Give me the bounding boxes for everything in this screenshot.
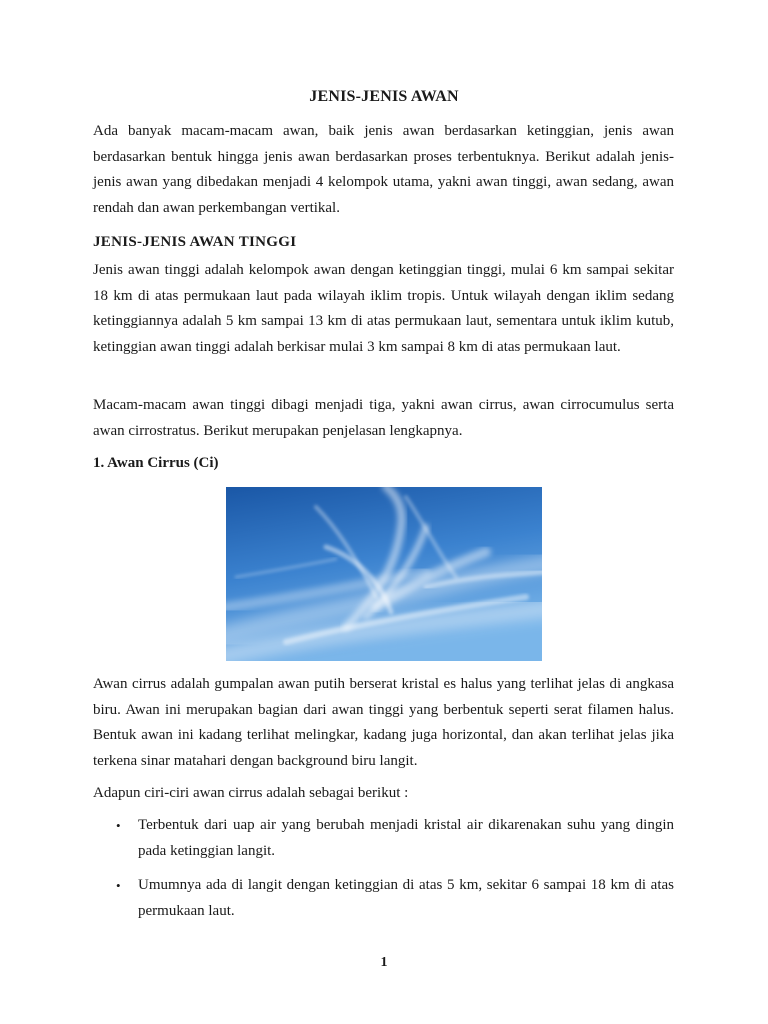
section-heading: JENIS-JENIS AWAN TINGGI	[93, 234, 297, 250]
cirrus-paragraph: Awan cirrus adalah gumpalan awan putih berserat kristal es halus yang terlihat jelas di angkasa biru. Awan ini merupakan bagian dari awan tinggi yang berbentuk seperti serat filamen halus. Bentuk awan ini kadang terlihat melingkar, kadang juga horizontal, dan akan terlihat jelas jika terkena sinar matahari dengan background biru langit.	[93, 676, 674, 769]
section-paragraph-2: Macam-macam awan tinggi dibagi menjadi tiga, yakni awan cirrus, awan cirrocumulus serta awan cirrostratus. Berikut merupakan penjelasan lengkapnya.	[93, 397, 674, 439]
list-item-text: Terbentuk dari uap air yang berubah menjadi kristal air dikarenakan suhu yang dingin pada ketinggian langit.	[138, 817, 674, 859]
list-item	[93, 873, 674, 924]
cirrus-subheading: 1. Awan Cirrus (Ci)	[93, 455, 219, 471]
bullet-icon: •	[116, 878, 121, 893]
list-item-text: Umumnya ada di langit dengan ketinggian di atas 5 km, sekitar 6 sampai 18 km di atas permukaan laut.	[138, 877, 674, 919]
section-paragraph-1: Jenis awan tinggi adalah kelompok awan dengan ketinggian tinggi, mulai 6 km sampai sekitar 18 km di atas permukaan laut pada wilayah iklim tropis. Untuk wilayah dengan iklim sedang ketinggiannya adalah 5 km sampai 13 km di atas permukaan laut, sementara untuk iklim kutub, ketinggian awan tinggi adalah berkisar mulai 3 km sampai 8 km di atas permukaan laut.	[93, 262, 674, 355]
intro-paragraph: Ada banyak macam-macam awan, baik jenis awan berdasarkan ketinggian, jenis awan berdasarkan bentuk hingga jenis awan berdasarkan proses terbentuknya. Berikut adalah jenis-jenis awan yang dibedakan menjadi 4 kelompok utama, yakni awan tinggi, awan sedang, awan rendah dan awan perkembangan vertikal.	[93, 123, 674, 216]
bullet-icon: •	[116, 818, 121, 833]
list-item	[93, 813, 674, 864]
characteristics-intro: Adapun ciri-ciri awan cirrus adalah sebagai berikut :	[93, 785, 409, 801]
page-number: 1	[380, 955, 388, 970]
document-title: JENIS-JENIS AWAN	[309, 88, 459, 105]
characteristics-list	[93, 813, 674, 933]
cirrus-cloud-image	[226, 487, 542, 661]
